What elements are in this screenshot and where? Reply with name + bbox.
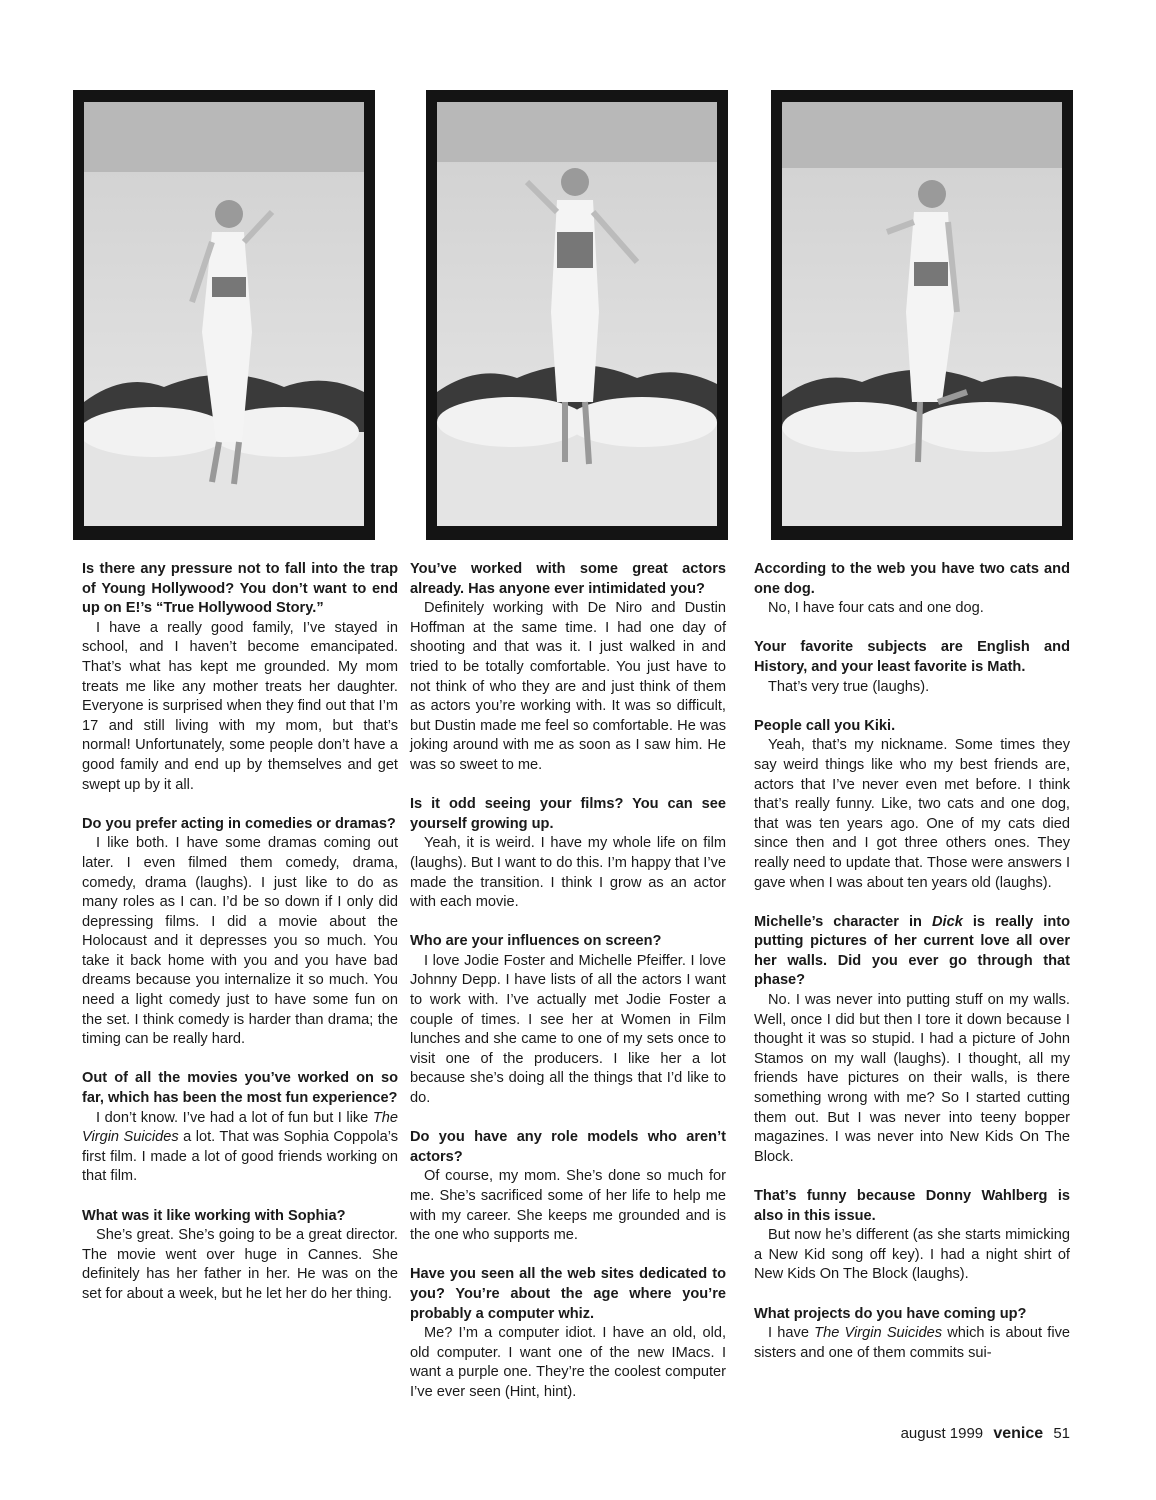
issue-date: august 1999 bbox=[900, 1425, 984, 1442]
answer: I don’t know. I’ve had a lot of fun but I like The Virgin Suicides a lot. That was Sophia Coppola’s first film. I made a lot of good friends working on that film. bbox=[82, 1109, 398, 1185]
question: Do you prefer acting in comedies or dramas? bbox=[82, 815, 396, 832]
page-footer bbox=[901, 1425, 1070, 1443]
answer: No, I have four cats and one dog. bbox=[768, 600, 984, 617]
answer: I like both. I have some dramas coming out later. I even filmed them comedy, drama, comedy, drama (laughs). I just like to do as many roles as I can. I’d be so down if I only did depressing films. I did a movie about the Holocaust and it depresses you so much. You take it back home with you and you have bad dreams because you internalize it so much. You need a light comedy just to have some fun on the set. I think comedy is harder than drama; the timing can be really hard. bbox=[82, 835, 398, 1048]
magazine-name: venice bbox=[993, 1425, 1044, 1442]
article-column-3 bbox=[754, 560, 1070, 1383]
question: Have you seen all the web sites dedicated to you? You’re about the age where you’re probably a computer whiz. bbox=[410, 1266, 726, 1322]
answer: Of course, my mom. She’s done so much for me. She’s sacrificed some of her life to help me with my career. She keeps me grounded and is the one who supports me. bbox=[410, 1168, 726, 1244]
film-title: The Virgin Suicides bbox=[814, 1325, 942, 1342]
qa-block bbox=[410, 560, 726, 776]
question: What was it like working with Sophia? bbox=[82, 1207, 346, 1224]
answer: I have The Virgin Suicides which is about five sisters and one of them commits sui- bbox=[754, 1325, 1071, 1361]
qa-block bbox=[754, 717, 1070, 893]
answer: But now he’s different (as she starts mimicking a New Kid song off key). I had a night shirt of New Kids On The Block (laughs). bbox=[754, 1227, 1070, 1283]
question: Out of all the movies you’ve worked on so far, which has been the most fun experience? bbox=[82, 1070, 398, 1107]
question: What projects do you have coming up? bbox=[754, 1305, 1027, 1322]
answer: Yeah, that’s my nickname. Some times they say weird things like who my best friends are, actors that I’ve never even met before. I think that’s really funny. Like, two cats and one dog, that was ten years ago. One of my cats died since then and I got three others ones. They really need to update that. Those were answers I gave when I was about ten years old (laughs). bbox=[754, 737, 1070, 891]
question: You’ve worked with some great actors already. Has anyone ever intimidated you? bbox=[410, 561, 726, 597]
qa-block bbox=[754, 1305, 1070, 1364]
qa-block bbox=[410, 1128, 726, 1246]
answer: Me? I’m a computer idiot. I have an old, old, old computer. I want one of the new IMacs. I want a purple one. They’re the coolest computer I’ve ever seen (Hint, hint). bbox=[410, 1325, 726, 1400]
qa-block bbox=[754, 913, 1070, 1168]
qa-block bbox=[410, 1265, 726, 1402]
qa-block bbox=[410, 932, 726, 1108]
answer: She’s great. She’s going to be a great director. The movie went over huge in Cannes. She definitely has her father in her. He was on the set for about a week, but he let her do her thing. bbox=[82, 1227, 398, 1302]
page-number: 51 bbox=[1053, 1425, 1070, 1442]
film-title: The Virgin Suicides bbox=[82, 1109, 398, 1146]
film-title: Dick bbox=[932, 913, 963, 930]
question: People call you Kiki. bbox=[754, 717, 896, 734]
answer: Definitely working with De Niro and Dustin Hoffman at the same time. I had one day of shooting and that was it. I just walked in and tried to be totally comfortable. You just have to not think of who they are and just think of them as actors you’re working with. It was so difficult, but Dustin made me feel so comfortable. He was joking around with me as soon as I saw him. He was so sweet to me. bbox=[410, 600, 726, 773]
answer: Yeah, it is weird. I have my whole life on film (laughs). But I want to do this. I’m happy that I’ve made the transition. I think I grow as an actor with each movie. bbox=[410, 835, 726, 911]
qa-block bbox=[82, 1207, 398, 1305]
question: Is it odd seeing your films? You can see yourself growing up. bbox=[410, 796, 726, 832]
qa-block bbox=[410, 795, 726, 913]
answer: I love Jodie Foster and Michelle Pfeiffer. I love Johnny Depp. I have lists of all the actors I want to work with. I’ve actually met Jodie Foster a couple of times. I see her at Women in Film lunches and she came to one of my sets once to visit one of the producers. I like her a lot because she’s doing all the things that I’d like to do. bbox=[410, 952, 726, 1107]
question: Who are your influences on screen? bbox=[410, 933, 662, 950]
qa-block bbox=[82, 560, 398, 795]
article-column-2 bbox=[410, 560, 726, 1422]
question: Is there any pressure not to fall into the trap of Young Hollywood? You don’t want to end up on E!’s “True Hollywood Story.” bbox=[82, 561, 398, 617]
question: Your favorite subjects are English and History, and your least favorite is Math. bbox=[754, 639, 1070, 675]
photo-jumping-on-bed-2 bbox=[426, 90, 728, 540]
qa-block bbox=[754, 560, 1070, 619]
photo-jumping-on-bed-1 bbox=[73, 90, 375, 540]
question: That’s funny because Donny Wahlberg is also in this issue. bbox=[754, 1188, 1070, 1224]
qa-block bbox=[754, 638, 1070, 697]
question: Do you have any role models who aren’t actors? bbox=[410, 1129, 726, 1165]
qa-block bbox=[82, 815, 398, 1050]
photo-jumping-on-bed-3 bbox=[771, 90, 1073, 540]
answer: That’s very true (laughs). bbox=[768, 678, 930, 695]
answer: I have a really good family, I’ve stayed in school, and I haven’t become emancipated. That’s what has kept me grounded. My mom treats me like any mother treats her daughter. Everyone is surprised when they find out that I’m 17 and still living with my mom, but that’s normal! Unfortunately, some people don’t have a good family and end up by themselves and get swept up by it all. bbox=[82, 619, 398, 793]
qa-block bbox=[754, 1187, 1070, 1285]
article-column-1 bbox=[82, 560, 398, 1324]
answer: No. I was never into putting stuff on my walls. Well, once I did but then I tore it down because I thought it was so stupid. I had a picture of John Stamos on my wall (laughs). I thought, all my friends have pictures on their walls, is there something wrong with me? So I started cutting them out. But I was never into teeny bopper magazines. I was never into New Kids On The Block. bbox=[754, 992, 1070, 1165]
qa-block bbox=[82, 1069, 398, 1187]
question: Michelle’s character in Dick is really into putting pictures of her current love all over her walls. Did you ever go through that phase? bbox=[754, 913, 1071, 989]
question: According to the web you have two cats and one dog. bbox=[754, 561, 1070, 597]
